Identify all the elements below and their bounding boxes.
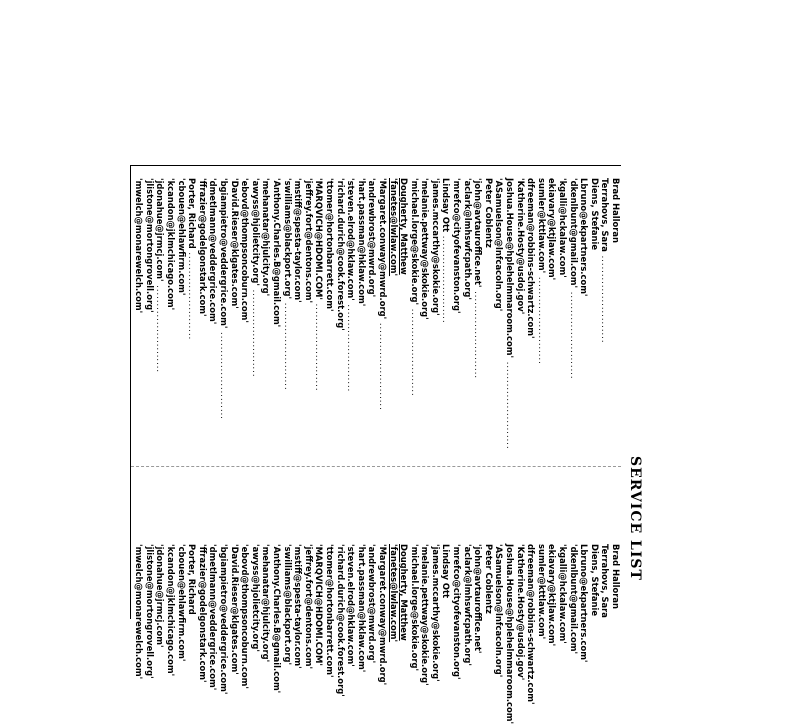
leader-dots: ........................ — [282, 299, 293, 391]
service-list-entry — [589, 178, 600, 478]
service-list-entry — [526, 544, 537, 705]
entry-text: 'jdonahue@jrmcj.com' — [155, 544, 166, 648]
entry-text: 'mstiff@spesta-taylor.com' — [293, 178, 304, 303]
service-list-entry — [293, 178, 304, 478]
service-list-entry — [261, 178, 272, 478]
service-list-entry — [430, 178, 441, 478]
scanned-page — [130, 165, 643, 724]
entry-text: 'awyss@hjolietcity.org' — [250, 178, 261, 286]
service-list-entry — [197, 178, 208, 478]
service-list-entry — [441, 178, 452, 478]
entry-text: 'steven.elrod@hklaw.com' — [346, 178, 357, 301]
service-list-entry — [367, 178, 378, 478]
service-list-entry — [356, 544, 367, 673]
service-list-entry — [420, 178, 431, 478]
service-list-entry — [240, 544, 251, 689]
entry-text: 'mwelch@monarewelch.com' — [134, 178, 145, 314]
entry-text: 'kgalli@hckalaw.com' — [558, 544, 569, 644]
service-list-entry — [409, 544, 420, 672]
service-list-entry — [250, 178, 261, 478]
entry-text: 'dmetlmann@veddergrice.com' — [208, 544, 219, 691]
service-list-entry — [388, 544, 399, 664]
service-list-entry — [218, 178, 229, 478]
entry-text: 'mwelch@monarewelch.com' — [134, 544, 145, 680]
service-list-entry — [261, 544, 272, 664]
service-list-entry — [293, 544, 304, 669]
entry-text: 'jlistone@mortongrovell.org' — [144, 544, 155, 679]
service-list-entry — [377, 544, 388, 686]
entry-text: 'kcandon@jklmchicago.com' — [166, 178, 177, 311]
entry-text: 'ttomer@hortonbarrett.com' — [324, 544, 335, 678]
service-list-entry — [568, 178, 579, 478]
service-list-entry — [197, 544, 208, 683]
service-list-entry — [346, 178, 357, 478]
leader-dots: ........................ — [473, 287, 484, 380]
service-list-entry — [568, 544, 579, 664]
entry-text: Dougherty, Matthew — [399, 544, 410, 641]
service-list-entry — [515, 544, 526, 681]
service-list-entry — [303, 178, 314, 478]
service-list-entry — [176, 544, 187, 664]
entry-text: Brad Halloran — [611, 544, 621, 609]
service-list-entry — [250, 544, 261, 664]
entry-text: 'cbouen@ehlawfirm.com' — [176, 178, 187, 296]
entry-text: dfreeman@robbins-schwartz.com' — [526, 178, 537, 339]
service-list-entry — [303, 544, 314, 670]
entry-text: 'fanetes@lwlaw.com' — [388, 178, 399, 277]
entry-text: 'dmetlmann@veddergrice.com' — [208, 178, 219, 325]
service-list-entry — [504, 178, 515, 478]
leader-dots: ........................ — [536, 273, 547, 365]
entry-text: 'james.mccarthy@skokie.org' — [430, 544, 441, 682]
service-list-entry — [547, 178, 558, 478]
entry-column-right — [134, 544, 621, 724]
entry-text: 'David.Rieser@klgates.com' — [229, 178, 240, 309]
entry-text: 'Anthony.Charles.B@gmail.com' — [272, 178, 282, 328]
leader-dots: ........................ — [250, 285, 261, 378]
entry-text: 'fanetes@lwlaw.com' — [388, 544, 399, 643]
entry-text: 'kcandon@jklmchicago.com' — [166, 544, 177, 677]
entry-text: 'bgiampietro@veddergrice.com' — [219, 544, 230, 695]
service-list-entry — [557, 544, 568, 664]
entry-text: dfreeman@robbins-schwartz.com' — [526, 544, 537, 705]
leader-dots: ........................ — [219, 328, 230, 420]
entry-text: Lbruno@ekpartners.com' — [579, 544, 590, 663]
entry-text: 'jeffrey.fort@dentons.com' — [303, 178, 314, 304]
service-list-entry — [557, 178, 568, 478]
service-list-entry — [600, 544, 611, 664]
entry-text: 'ffrazier@godelgonstark.com' — [197, 544, 208, 683]
entry-text: 'dkenlbunt@gmail.com' — [568, 178, 579, 289]
entry-text: 'Margaret.conway@mwrd.org' — [377, 544, 388, 686]
entry-text: 'aclark@lmhswfcpath.org' — [462, 544, 473, 666]
service-list-entry — [462, 544, 473, 664]
column-divider — [131, 466, 621, 467]
service-list-entry — [271, 178, 282, 478]
service-list-entry — [409, 178, 420, 478]
page-title: SERVICE LIST — [627, 456, 643, 581]
entry-text: ekiavary@ktjlaw.com' — [547, 178, 558, 281]
service-list-entry — [324, 178, 335, 478]
service-list-entry — [335, 178, 346, 478]
entry-text: Porter, Richard — [187, 178, 198, 249]
entry-text: Brad Halloran — [611, 178, 621, 243]
entry-text: Joshua.House@hplehelmmaroom.com' — [505, 544, 516, 724]
service-list-entry — [144, 544, 155, 679]
entry-text: 'jdonahue@jrmcj.com' — [155, 178, 166, 282]
entry-column-left — [134, 178, 621, 478]
service-list-entry — [483, 544, 494, 664]
entry-text: 'melanie.pettway@skokie.org' — [420, 178, 431, 320]
service-list-entry — [504, 544, 516, 724]
entry-text: Joshua.House@hplehelmmaroom.com' — [505, 178, 516, 359]
service-list-entry — [155, 544, 166, 664]
entry-text: 'Anthony.Charles.B@gmail.com' — [272, 544, 282, 694]
entry-text: 'David.Rieser@klgates.com' — [229, 544, 240, 675]
service-list-entry — [208, 178, 219, 478]
service-list-entry — [324, 544, 335, 678]
service-list-entry — [452, 178, 463, 478]
entry-text: 'richard.durich@cook.forest.org' — [335, 544, 346, 697]
entry-text: 'andrewbrost@mwrd.org' — [367, 544, 378, 664]
entry-text: 'hart.passman@hklaw.com' — [356, 178, 367, 307]
service-list-entry — [165, 544, 177, 677]
entry-text: 'bgiampietro@veddergrice.com' — [219, 178, 230, 329]
service-list-entry — [399, 178, 410, 478]
service-list-entry — [600, 178, 611, 478]
entry-text: 'michael.lorge@skokie.org' — [409, 544, 420, 672]
entry-text: 'Katherine.Hosty@usdoj.gov' — [515, 178, 526, 315]
service-list-entry — [187, 178, 198, 478]
service-list-entry — [282, 544, 293, 664]
service-list-entry — [515, 178, 526, 478]
entry-text: 'Margaret.conway@mwrd.org' — [377, 178, 388, 320]
service-list-entry — [399, 544, 410, 664]
service-list-entry — [547, 544, 558, 664]
service-list-entry — [420, 544, 431, 686]
entry-text: 'john@avtaurofflce.net' — [473, 178, 484, 288]
entry-text: 'mstiff@spesta-taylor.com' — [293, 544, 304, 669]
service-list-entry — [494, 544, 505, 678]
entry-text: 'ebovd@thompsoncoburn.com' — [240, 178, 251, 323]
entry-text: 'dkenlbunt@gmail.com' — [568, 544, 579, 655]
entry-text: Lindsay Ott — [441, 178, 452, 233]
service-list-entry — [165, 178, 176, 478]
service-list-entry — [494, 178, 505, 478]
service-list-entry — [229, 544, 240, 675]
entry-text: 'james.mccarthy@skokie.org' — [430, 178, 441, 316]
entry-text: 'steven.elrod@hklaw.com' — [346, 544, 357, 667]
entry-text: 'john@avtaurofflce.net' — [473, 544, 484, 654]
service-list-entry — [240, 178, 251, 478]
service-list-entry — [452, 544, 463, 680]
entry-text: Terrahovs, Sara — [600, 178, 611, 252]
service-list-entry — [176, 178, 187, 478]
entry-text: 'mrefco@cityofevanston.org' — [452, 544, 463, 680]
entry-text: 'ASamuelson@lnfcacoln.org' — [494, 178, 505, 312]
entry-text: Lindsay Ott — [441, 544, 452, 599]
leader-dots: ........................ — [346, 300, 357, 393]
service-list-entry — [134, 178, 145, 478]
service-list-entry — [155, 178, 166, 478]
entry-text: 'MARQVICH@HDOMI.COM' — [314, 178, 325, 300]
service-list-entry — [282, 178, 293, 478]
service-list-entry — [473, 178, 484, 478]
entry-text: 'ttomer@hortonbarrett.com' — [324, 178, 335, 312]
entry-text: 'Katherine.Hosty@usdoj.gov' — [515, 544, 526, 681]
entry-text: 'mehanatar@hjulcity.org' — [261, 178, 272, 297]
entry-text: 'swilliams@blackport.org' — [282, 178, 293, 300]
service-list-entry — [441, 544, 452, 664]
service-list-entry — [208, 544, 219, 691]
service-list-entry — [610, 544, 621, 664]
service-list-entry — [536, 178, 547, 478]
service-list-entry — [314, 178, 325, 478]
service-list-entry — [579, 178, 590, 478]
entry-text: 'mrefco@cityofevanston.org' — [452, 178, 463, 314]
service-list-entry — [377, 178, 388, 478]
leader-dots: ........................ — [505, 358, 516, 450]
service-list-entry — [610, 178, 621, 478]
entry-text: sumler@kttlaw.com' — [536, 178, 547, 274]
entry-text: 'mehanatar@hjulcity.org' — [261, 544, 272, 663]
leader-dots: ........................ — [377, 319, 388, 411]
entry-text: Peter Coblentz — [483, 544, 494, 614]
service-list-entry — [589, 544, 600, 664]
service-list-entry — [346, 544, 357, 667]
entry-text: 'cbouen@ehlawfirm.com' — [176, 544, 187, 662]
entry-text: Dougherty, Matthew — [399, 178, 410, 275]
service-list-entry — [430, 544, 441, 682]
entry-text: 'swilliams@blackport.org' — [282, 544, 293, 666]
leader-dots: ........................ — [568, 288, 579, 380]
entry-text: 'MARQVICH@HDOMI.COM' — [314, 544, 325, 666]
entry-text: 'ASamuelson@lnfcacoln.org' — [494, 544, 505, 678]
leader-dots: ........................ — [441, 232, 452, 324]
service-list-entry — [367, 544, 378, 664]
entry-text: Peter Coblentz — [483, 178, 494, 248]
entry-text: 'melanie.pettway@skokie.org' — [420, 544, 431, 686]
service-list-entry — [229, 178, 240, 478]
entry-text: 'michael.lorge@skokie.org' — [409, 178, 420, 306]
entry-text: 'ebovd@thompsoncoburn.com' — [240, 544, 251, 689]
leader-dots: ........................ — [187, 248, 198, 341]
entry-text: 'kgalli@hckalaw.com' — [558, 178, 569, 278]
entry-text: Diens, Stefanie — [589, 544, 600, 617]
service-list-entry — [483, 178, 494, 478]
entry-text: 'richard.durich@cook.forest.org' — [335, 178, 346, 331]
rotated-content — [131, 166, 643, 724]
entry-text: Terrahovs, Sara — [600, 544, 611, 618]
service-list-entry — [314, 544, 325, 664]
entry-text: 'aclark@lmhswfcpath.org' — [462, 178, 473, 300]
service-list-entry — [388, 178, 399, 478]
service-list-entry — [187, 544, 198, 664]
entry-text: 'ffrazier@godelgonstark.com' — [197, 178, 208, 317]
service-list-entry — [526, 178, 537, 478]
entry-text: 'andrewbrost@mwrd.org' — [367, 178, 378, 298]
service-list-entry — [218, 544, 230, 695]
entry-text: 'hart.passman@hklaw.com' — [356, 544, 367, 673]
service-list-entry — [473, 544, 484, 664]
entry-text: 'awyss@hjolietcity.org' — [250, 544, 261, 652]
entry-text: sumler@kttlaw.com' — [536, 544, 547, 640]
entry-text: Lbruno@ekpartners.com' — [579, 178, 590, 297]
leader-dots: ........................ — [314, 299, 325, 392]
entry-text: ekiavary@ktjlaw.com' — [547, 544, 558, 647]
entry-text: Porter, Richard — [187, 544, 198, 615]
service-list-entry — [335, 544, 346, 697]
service-list-entry — [462, 178, 473, 478]
service-list-entry — [144, 178, 155, 478]
leader-dots: ........................ — [155, 281, 166, 374]
leader-dots: ........................ — [600, 251, 611, 344]
entry-text: 'jlistone@mortongrovell.org' — [144, 178, 155, 313]
service-list-entry — [579, 544, 590, 664]
entry-text: 'jeffrey.fort@dentons.com' — [303, 544, 314, 670]
service-list-entry — [356, 178, 367, 478]
entry-text: Diens, Stefanie — [589, 178, 600, 251]
service-list-entry — [134, 544, 145, 680]
service-list-entry — [536, 544, 547, 664]
leader-dots: ........................ — [409, 305, 420, 397]
service-list-entry — [271, 544, 282, 694]
